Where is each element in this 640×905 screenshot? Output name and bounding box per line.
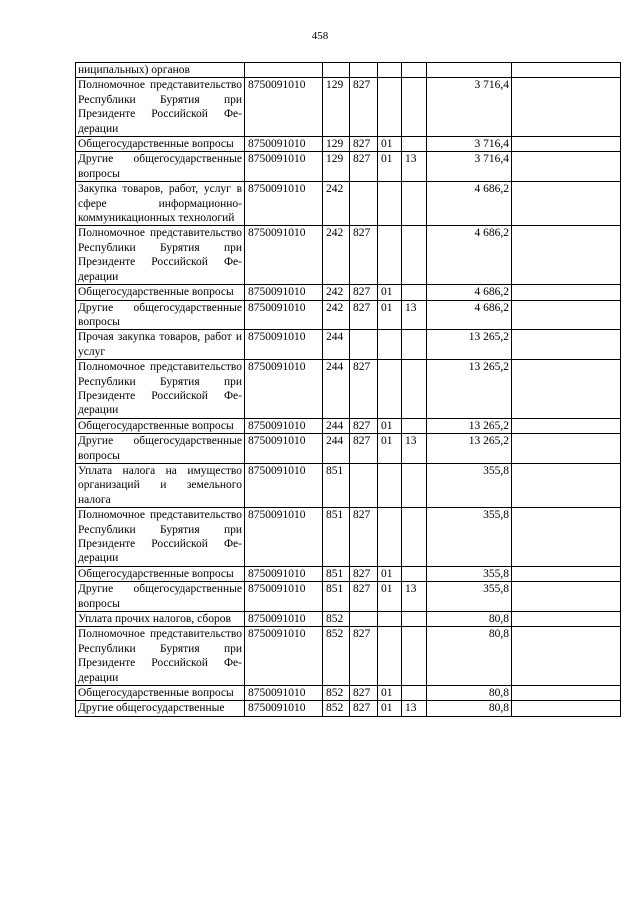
cell-administrator: 827 [350,137,378,152]
table-row [76,360,621,419]
cell-administrator: 827 [350,508,378,567]
table-row [76,152,621,182]
cell-administrator: 827 [350,686,378,701]
cell-extra [512,300,621,330]
cell-section: 01 [378,582,402,612]
table-row [76,566,621,581]
cell-subsection [402,226,427,285]
cell-extra [512,182,621,226]
cell-name: Другие общегосударственные вопросы [76,582,245,612]
cell-subsection [402,418,427,433]
cell-target-article: 8750091010 [245,463,323,507]
cell-extra [512,152,621,182]
cell-administrator: 827 [350,566,378,581]
cell-administrator: 827 [350,434,378,464]
cell-subsection: 13 [402,434,427,464]
cell-target-article: 8750091010 [245,612,323,627]
cell-name: Общегосударственные вопросы [76,418,245,433]
cell-expense-type: 242 [323,226,350,285]
cell-administrator [350,463,378,507]
cell-expense-type: 244 [323,434,350,464]
cell-amount: 80,8 [427,627,512,686]
cell-target-article: 8750091010 [245,152,323,182]
cell-administrator: 827 [350,627,378,686]
cell-section: 01 [378,152,402,182]
cell-expense-type: 851 [323,508,350,567]
cell-expense-type: 242 [323,300,350,330]
table-row [76,582,621,612]
cell-administrator: 827 [350,701,378,716]
cell-target-article: 8750091010 [245,182,323,226]
cell-expense-type: 129 [323,137,350,152]
cell-section [378,330,402,360]
cell-expense-type: 129 [323,78,350,137]
cell-name: ниципальных) органов [76,63,245,78]
table-row [76,182,621,226]
cell-section [378,508,402,567]
cell-extra [512,463,621,507]
table-row [76,686,621,701]
cell-expense-type: 244 [323,360,350,419]
table-row [76,285,621,300]
cell-amount: 13 265,2 [427,360,512,419]
cell-administrator: 827 [350,300,378,330]
cell-name: Полномочное представительство Республики Бурятия при Президенте Российской Федерации [76,508,245,567]
cell-expense-type: 852 [323,627,350,686]
cell-administrator: 827 [350,226,378,285]
cell-expense-type: 852 [323,686,350,701]
cell-name: Прочая закупка товаров, работ и услуг [76,330,245,360]
cell-target-article: 8750091010 [245,300,323,330]
cell-amount: 3 716,4 [427,137,512,152]
cell-amount: 13 265,2 [427,418,512,433]
cell-administrator: 827 [350,78,378,137]
cell-target-article: 8750091010 [245,137,323,152]
cell-extra [512,612,621,627]
cell-section [378,612,402,627]
cell-name: Другие общегосударственные вопросы [76,152,245,182]
cell-extra [512,360,621,419]
cell-target-article: 8750091010 [245,582,323,612]
cell-expense-type: 244 [323,330,350,360]
table-row [76,137,621,152]
cell-section: 01 [378,566,402,581]
cell-subsection [402,360,427,419]
cell-amount: 4 686,2 [427,300,512,330]
table-row [76,701,621,716]
cell-amount: 4 686,2 [427,285,512,300]
cell-target-article: 8750091010 [245,330,323,360]
cell-target-article: 8750091010 [245,78,323,137]
table-row [76,226,621,285]
cell-target-article: 8750091010 [245,566,323,581]
cell-section: 01 [378,285,402,300]
cell-extra [512,434,621,464]
cell-administrator [350,182,378,226]
cell-amount [427,63,512,78]
cell-subsection [402,566,427,581]
cell-expense-type [323,63,350,78]
cell-section [378,63,402,78]
cell-amount: 13 265,2 [427,434,512,464]
cell-target-article: 8750091010 [245,686,323,701]
cell-expense-type: 129 [323,152,350,182]
cell-name: Общегосударственные вопросы [76,686,245,701]
cell-administrator: 827 [350,418,378,433]
cell-extra [512,285,621,300]
cell-amount: 80,8 [427,686,512,701]
table-row [76,627,621,686]
cell-target-article: 8750091010 [245,701,323,716]
cell-section: 01 [378,686,402,701]
budget-table [75,62,621,717]
cell-extra [512,78,621,137]
cell-subsection [402,285,427,300]
cell-subsection [402,686,427,701]
cell-administrator [350,330,378,360]
cell-section: 01 [378,300,402,330]
cell-subsection [402,508,427,567]
cell-section [378,627,402,686]
cell-name: Другие общегосударственные [76,701,245,716]
table-row [76,300,621,330]
cell-name: Полномочное представительство Республики Бурятия при Президенте Российской Федерации [76,226,245,285]
cell-extra [512,566,621,581]
cell-subsection [402,63,427,78]
cell-extra [512,686,621,701]
cell-subsection: 13 [402,152,427,182]
cell-target-article: 8750091010 [245,360,323,419]
table-row [76,330,621,360]
cell-name: Общегосударственные вопросы [76,285,245,300]
table-row [76,508,621,567]
cell-expense-type: 852 [323,612,350,627]
cell-amount: 355,8 [427,463,512,507]
cell-subsection [402,330,427,360]
table-row [76,78,621,137]
cell-section [378,463,402,507]
cell-administrator: 827 [350,285,378,300]
cell-target-article: 8750091010 [245,285,323,300]
cell-name: Другие общегосударственные вопросы [76,300,245,330]
cell-subsection [402,463,427,507]
cell-subsection: 13 [402,300,427,330]
cell-administrator: 827 [350,582,378,612]
cell-name: Полномочное представительство Республики Бурятия при Президенте Российской Федерации [76,78,245,137]
cell-section [378,78,402,137]
cell-amount: 355,8 [427,508,512,567]
cell-subsection [402,78,427,137]
cell-administrator [350,63,378,78]
cell-target-article: 8750091010 [245,418,323,433]
cell-amount: 3 716,4 [427,78,512,137]
cell-amount: 80,8 [427,612,512,627]
cell-name: Закупка товаров, работ, услуг в сфере информационно-коммуникационных технологий [76,182,245,226]
cell-subsection [402,182,427,226]
cell-expense-type: 851 [323,582,350,612]
cell-extra [512,418,621,433]
cell-extra [512,330,621,360]
cell-extra [512,582,621,612]
cell-extra [512,137,621,152]
cell-expense-type: 851 [323,463,350,507]
cell-section: 01 [378,434,402,464]
cell-subsection [402,137,427,152]
table-row [76,418,621,433]
cell-amount: 13 265,2 [427,330,512,360]
cell-extra [512,226,621,285]
cell-subsection: 13 [402,701,427,716]
cell-section [378,360,402,419]
cell-amount: 355,8 [427,582,512,612]
cell-name: Полномочное представительство Республики Бурятия при Президенте Российской Федерации [76,627,245,686]
cell-administrator [350,612,378,627]
cell-amount: 80,8 [427,701,512,716]
cell-name: Общегосударственные вопросы [76,137,245,152]
cell-section [378,182,402,226]
cell-name: Уплата налога на имущество организаций и земельного налога [76,463,245,507]
cell-expense-type: 852 [323,701,350,716]
cell-target-article: 8750091010 [245,226,323,285]
cell-extra [512,701,621,716]
table-row [76,463,621,507]
cell-administrator: 827 [350,360,378,419]
table-body [76,63,621,717]
page-number: 458 [311,30,329,42]
cell-expense-type: 244 [323,418,350,433]
cell-expense-type: 242 [323,285,350,300]
cell-name: Уплата прочих налогов, сборов [76,612,245,627]
cell-expense-type: 851 [323,566,350,581]
cell-name: Другие общегосударственные вопросы [76,434,245,464]
cell-amount: 4 686,2 [427,226,512,285]
cell-section: 01 [378,137,402,152]
cell-section [378,226,402,285]
table-row [76,63,621,78]
cell-section: 01 [378,701,402,716]
cell-administrator: 827 [350,152,378,182]
cell-subsection: 13 [402,582,427,612]
cell-amount: 3 716,4 [427,152,512,182]
cell-extra [512,508,621,567]
cell-target-article [245,63,323,78]
cell-target-article: 8750091010 [245,508,323,567]
cell-name: Полномочное представительство Республики Бурятия при Президенте Российской Федерации [76,360,245,419]
cell-subsection [402,612,427,627]
cell-target-article: 8750091010 [245,627,323,686]
cell-extra [512,627,621,686]
cell-section: 01 [378,418,402,433]
table-row [76,612,621,627]
cell-amount: 4 686,2 [427,182,512,226]
cell-subsection [402,627,427,686]
cell-target-article: 8750091010 [245,434,323,464]
cell-name: Общегосударственные вопросы [76,566,245,581]
table-row [76,434,621,464]
cell-expense-type: 242 [323,182,350,226]
cell-amount: 355,8 [427,566,512,581]
cell-extra [512,63,621,78]
